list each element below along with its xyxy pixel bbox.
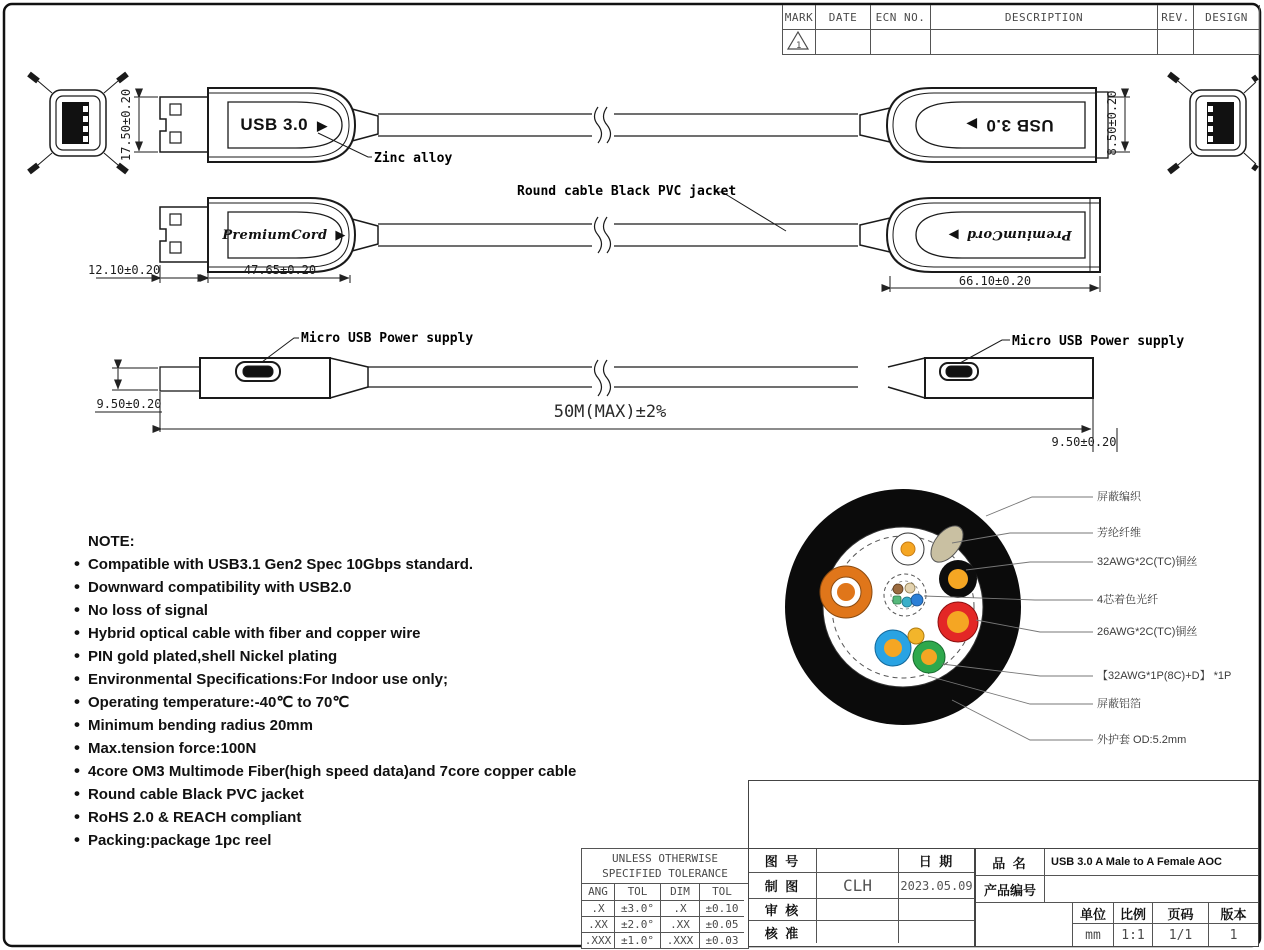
revision-table [782,5,1260,55]
approved-label: 核 准 [749,921,817,943]
power-tap-left-view [160,358,368,398]
cs-label-aramid: 芳纶纤维 [1097,527,1141,539]
rev-header-design: DESIGN [1194,5,1260,30]
tol-cell: ±0.05 [700,917,744,933]
tol-cell: .XXX [582,933,615,948]
note-title: NOTE: [88,533,135,550]
micro-usb-label-right: Micro USB Power supply [1012,334,1185,349]
note-item: • Packing:package 1pc reel [72,829,672,852]
tol-cell: ±2.0° [615,917,661,933]
dim-plug-length: 12.10±0.20 [88,263,161,277]
usb-male-front-view [29,74,127,172]
drawn-label: 制 图 [749,873,817,899]
rev-header-rev: REV. [1158,5,1194,30]
direction-arrow-icon: ▶ [966,117,977,133]
tol-header-tol2: TOL [700,884,744,901]
usb-female-front-view [1169,74,1257,172]
dim-cable-length: 50M(MAX)±2% [553,402,667,422]
dim-height-female: 8.50±0.20 [1105,90,1119,156]
rev-design-cell [1194,30,1260,54]
projection-symbol-cell [976,903,1073,946]
cs-label-braid: 屏蔽编织 [1097,491,1141,503]
note-item: • Minimum bending radius 20mm [72,714,672,737]
page-value: 1/1 [1168,927,1193,943]
approved-value [817,921,899,943]
product-no-value [1045,876,1258,902]
usb30-female-marking: USB 3.0 ▶ [966,116,1054,135]
version-value: 1 [1229,927,1238,943]
rev-description-cell [931,30,1158,54]
tol-cell: .XX [582,917,615,933]
page-label: 页码 [1153,903,1208,924]
pvc-jacket-label: Round cable Black PVC jacket [517,184,737,199]
product-name-label: 品 名 [976,849,1045,875]
rev-header-description: DESCRIPTION [931,5,1158,30]
approved-date [899,921,974,943]
micro-usb-label-left: Micro USB Power supply [301,331,474,346]
title-block-spare-box [748,780,1259,850]
rev-header-date: DATE [816,5,871,30]
dim-male-body-length: 47.65±0.20 [243,263,317,277]
note-item: • Compatible with USB3.1 Gen2 Spec 10Gbps standard. [72,553,672,576]
rev-rev-cell [1158,30,1194,54]
drawn-by-value: CLH [817,873,899,899]
cs-label-pair: 【32AWG*1P(8C)+D】 *1P [1097,670,1232,682]
usb30-male-marking: USB 3.0 ▶ [240,115,328,134]
note-item: • Operating temperature:-40℃ to 70℃ [72,691,672,714]
dim-height-male: 17.50±0.20 [119,88,133,162]
dim-female-body-length: 66.10±0.20 [958,274,1032,288]
version-label: 版本 [1209,903,1258,924]
direction-arrow-icon: ▶ [948,227,959,243]
tolerance-title-line1: UNLESS OTHERWISE [612,852,718,865]
brand-male-marking: PremiumCord ▶ [222,227,346,243]
tol-cell: ±3.0° [615,901,661,917]
checked-value [817,899,899,921]
note-item: • Max.tension force:100N [72,737,672,760]
rev-header-mark: MARK [783,5,816,30]
drawing-no-label: 图 号 [749,849,817,873]
brand-female-marking: PremiumCord ▶ [948,227,1072,243]
dim-power-height-left: 9.50±0.20 [96,397,162,411]
direction-arrow-icon: ▶ [335,227,346,243]
dim-17-50-lines [134,97,158,152]
title-block [748,848,1259,947]
note-section [72,531,672,852]
note-item: • 4core OM3 Multimode Fiber(high speed data)and 7core copper cable [72,760,672,783]
note-item: • No loss of signal [72,599,672,622]
power-tap-right-view [888,358,1093,398]
note-item: • PIN gold plated,shell Nickel plating [72,645,672,668]
tol-cell: ±0.03 [705,934,739,947]
rev-date-cell [816,30,871,54]
tol-cell: .X [582,901,615,917]
rev-ecn-cell [871,30,931,54]
revision-mark-number: 1 [796,41,802,51]
unit-label: 单位 [1073,903,1113,924]
title-block-signatures [749,849,976,946]
note-item: • Round cable Black PVC jacket [72,783,672,806]
unit-value: mm [1085,927,1101,943]
drawn-date-value: 2023.05.09 [899,873,974,899]
zinc-alloy-label: Zinc alloy [374,151,453,166]
cable-cross-section [785,489,1021,725]
drawing-no-value [817,849,899,873]
product-no-label: 产品编号 [976,876,1045,902]
tol-cell: ±1.0° [615,933,661,948]
dim-power-height-right: 9.50±0.20 [1051,435,1117,449]
note-item: • RoHS 2.0 & REACH compliant [72,806,672,829]
tol-header-dim: DIM [661,884,700,901]
direction-arrow-icon: ▶ [317,117,328,133]
tol-cell: ±0.10 [700,901,744,917]
tolerance-table [581,848,749,949]
tol-cell: .XX [661,917,700,933]
tolerance-title-line2: SPECIFIED TOLERANCE [602,867,728,880]
cs-label-jacket: 外护套 OD:5.2mm [1097,734,1187,746]
cs-label-32awg-wire: 32AWG*2C(TC)铜丝 [1097,556,1198,568]
cs-label-foil: 屏蔽铝箔 [1097,698,1141,710]
note-item: • Hybrid optical cable with fiber and copper wire [72,622,672,645]
product-name-value: USB 3.0 A Male to A Female AOC [1051,856,1222,868]
note-item: • Environmental Specifications:For Indoor use only; [72,668,672,691]
tol-header-ang: ANG [582,884,615,901]
scale-label: 比例 [1114,903,1152,924]
rev-header-ecn: ECN NO. [871,5,931,30]
checked-label: 审 核 [749,899,817,921]
checked-date [899,899,974,921]
note-item: • Downward compatibility with USB2.0 [72,576,672,599]
date-label: 日 期 [899,849,974,873]
scale-value: 1:1 [1121,927,1145,943]
cs-label-fiber: 4芯着色光纤 [1097,594,1159,606]
tol-header-tol1: TOL [615,884,661,901]
cs-label-26awg-wire: 26AWG*2C(TC)铜丝 [1097,626,1198,638]
tol-cell: .XXX [661,933,700,948]
tol-cell: .X [661,901,700,917]
title-block-product [976,849,1258,946]
rev-mark-cell [783,30,816,54]
